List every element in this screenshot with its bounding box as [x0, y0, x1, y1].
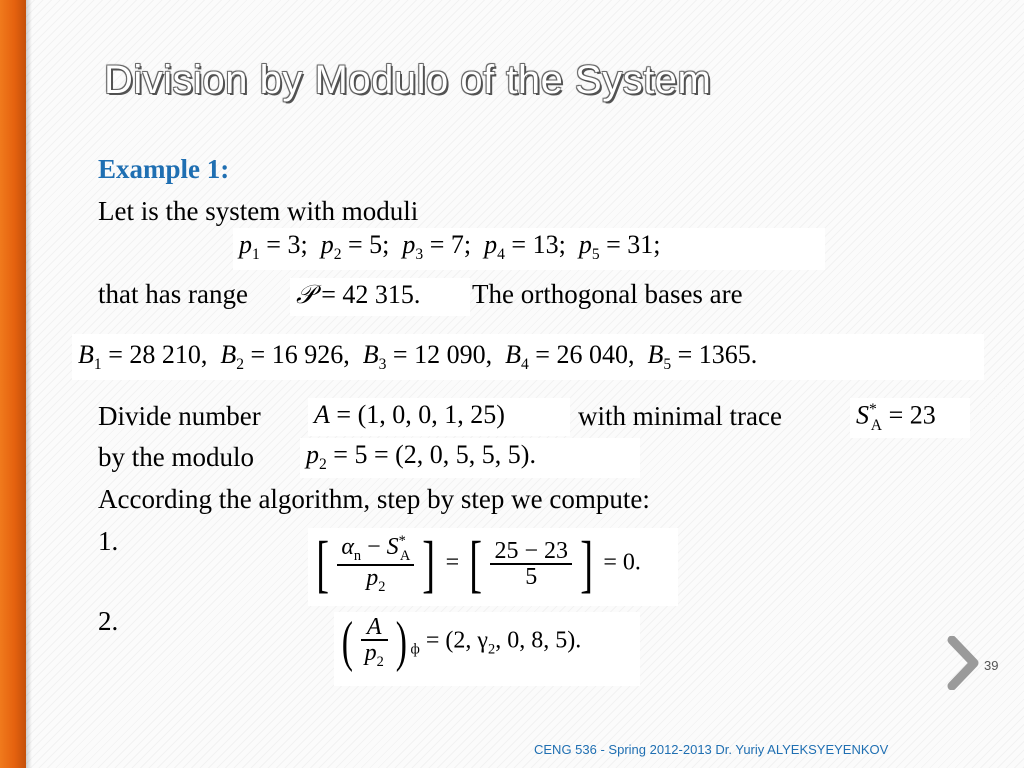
divide-prefix-text: Divide number — [98, 401, 261, 431]
left-accent-bar — [0, 0, 26, 768]
modulus-term: $p_5 = 31$; — [578, 230, 661, 264]
modulus-term: $p_2 = 5$; — [320, 230, 390, 264]
number-a-equation: A = (1, 0, 0, 1, 25) — [308, 398, 570, 436]
range-equation: 𝒫 = 42 315. — [290, 278, 470, 316]
range-value: 42 315. — [342, 280, 421, 309]
basis-term: $B_1 = 28$ 210, — [78, 340, 208, 374]
step-1-left-fraction: $\frac{\alpha_n - S^*_A}{p_2}$ — [337, 534, 414, 593]
range-prefix-text: that has range — [98, 279, 248, 309]
modulus-term: $p_3 = 7$; — [402, 230, 472, 264]
modulus-term: $p_4 = 13$; — [484, 230, 566, 264]
left-accent-shadow — [26, 0, 32, 768]
basis-term: $B_3 = 12$ 090, — [362, 340, 493, 374]
modulus-term: $p_1 = 3$; — [239, 230, 308, 264]
bases-equation — [72, 334, 984, 380]
modulo-prefix-text: by the modulo — [98, 442, 254, 472]
range-symbol: 𝒫 — [296, 280, 315, 309]
step-1-equation: [ $\frac{\alpha_n - S^*_A}{p_2}$ ] = [ $\frac{25 - 23}{5}$ ] = 0. — [308, 528, 678, 606]
basis-term: $B_4 = 26$ 040, — [505, 340, 635, 374]
chevron-right-icon[interactable] — [944, 636, 984, 690]
example-label: Example 1: — [98, 154, 230, 184]
modulo-equation: $p_2 = 5 = (2$, 0, 5, 5, 5). — [300, 438, 640, 478]
step-2-label: 2. — [98, 606, 119, 636]
algorithm-text: According the algorithm, step by step we compute: — [98, 484, 650, 514]
orthogonal-bases-text: The orthogonal bases are — [472, 279, 743, 309]
minimal-trace-text: with minimal trace — [578, 401, 782, 431]
slide-title: Division by Modulo of the System — [104, 58, 712, 102]
basis-term: $B_5 = 1365$. — [647, 340, 758, 374]
basis-term: $B_2 = 16$ 926, — [220, 340, 350, 374]
step-1-result: 0. — [622, 549, 641, 576]
step-2-fraction: $\frac{A}{p_2}$ — [361, 615, 388, 669]
step-2-equation: ( $\frac{A}{p_2}$ ) $_ф$ = (2, $\gamma_2$, 0, 8, 5). — [334, 612, 640, 686]
footer-text: CENG 536 - Spring 2012-2013 Dr. Yuriy ALYEKSYEYENKOV — [534, 742, 889, 757]
step-1-label: 1. — [98, 526, 119, 556]
trace-equation: $S^*_A = 23$ — [850, 398, 970, 438]
moduli-equation — [233, 228, 825, 270]
page-number: 39 — [984, 658, 999, 673]
moduli-intro-text: Let is the system with moduli — [98, 196, 419, 226]
step-1-right-fraction: $\frac{25 - 23}{5}$ — [490, 539, 572, 589]
